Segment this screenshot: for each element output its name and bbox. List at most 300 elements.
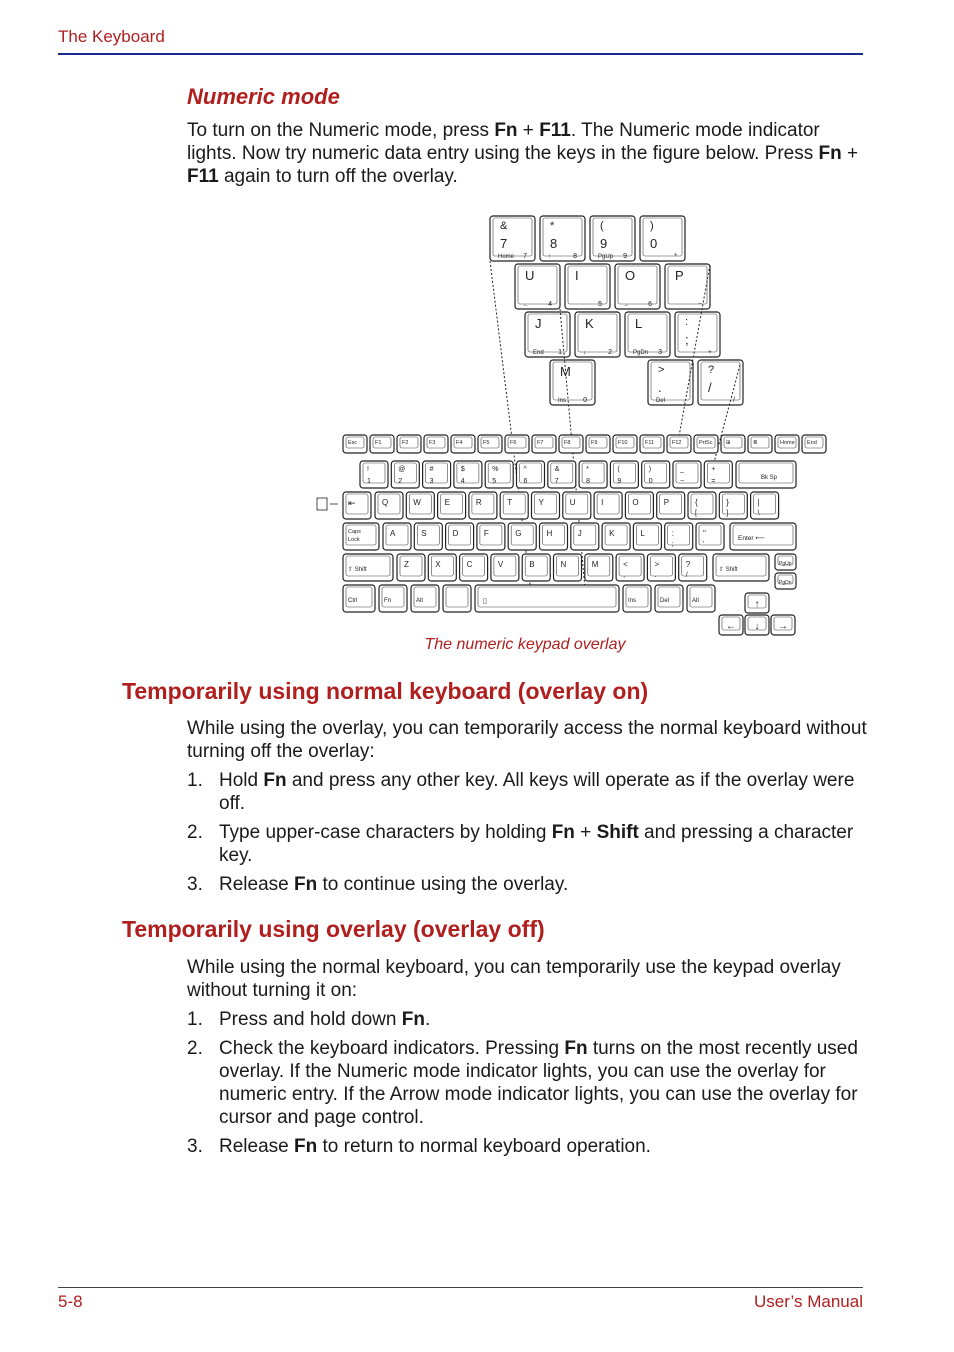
key-main-label: J: [577, 529, 582, 538]
key-main-label: 2: [398, 478, 403, 485]
overlay-key: [640, 216, 685, 261]
number-row-key: [610, 461, 638, 488]
key-label: F2: [402, 440, 409, 446]
text-run: +: [841, 143, 859, 164]
key-shift-symbol: ): [650, 220, 654, 232]
key-main-label: G: [515, 529, 522, 538]
key-label: F3: [429, 440, 436, 446]
right-shift-key: [713, 554, 769, 581]
tab-icon: ⇤: [348, 498, 356, 508]
left-shift-key: [343, 554, 393, 581]
page-down-key: [775, 573, 796, 589]
key-main-label: 6: [523, 478, 528, 485]
fn-row-key: [505, 435, 529, 453]
key-label: F10: [618, 440, 628, 446]
fn-row-key: [532, 435, 556, 453]
key-main-label: O: [625, 268, 636, 283]
key-shift-symbol: !: [367, 466, 369, 473]
key-main-label: N: [560, 560, 567, 569]
key-main-label: 0: [650, 236, 658, 251]
fn-row-key: [748, 435, 772, 453]
key-main-label: .: [654, 572, 657, 579]
letter-key: [647, 554, 675, 581]
key-main-label: 7: [554, 478, 559, 485]
key-shift-symbol: ?: [708, 364, 715, 376]
list-item: [187, 1008, 867, 1031]
key-shift-symbol: &: [554, 466, 560, 473]
number-row-key: [517, 461, 545, 488]
list-item: [187, 821, 867, 867]
key-shift-symbol: +: [711, 466, 716, 473]
fn-row-key: [721, 435, 745, 453]
key-main-label: K: [609, 529, 615, 538]
page-number: 5-8: [58, 1292, 83, 1311]
key-main-label: O: [632, 498, 639, 507]
manual-title: User’s Manual: [754, 1292, 863, 1311]
key-label: End: [807, 440, 817, 446]
key-shift-symbol: *: [550, 220, 555, 232]
key-arrow-label: ↓: [583, 350, 586, 356]
fn-row-key: [802, 435, 826, 453]
key-name: Fn: [551, 822, 575, 843]
key-numpad-label: 3: [658, 349, 662, 356]
key-shift-symbol: @: [398, 466, 406, 473]
key-arrow-label: →: [623, 302, 629, 308]
key-main-label: S: [421, 529, 427, 538]
tab-key: [343, 492, 371, 519]
numeric-mode-heading: Numeric mode: [187, 84, 340, 109]
key-shift-symbol: (: [617, 466, 620, 473]
key-numpad-label: 9: [623, 253, 627, 260]
fn-row-key: [397, 435, 421, 453]
key-main-label: 3: [429, 478, 434, 485]
key-main-label: Q: [382, 498, 389, 507]
overlay-key: [490, 216, 535, 261]
key-main-label: F: [483, 529, 489, 538]
key-main-label: Z: [404, 560, 409, 569]
fn-row-key: [586, 435, 610, 453]
key-numpad-label: 4: [548, 301, 552, 308]
number-row-key: [423, 461, 451, 488]
number-row-key: [704, 461, 732, 488]
key-main-label: ;: [671, 541, 674, 548]
key-main-label: V: [497, 560, 504, 569]
fn-row-key: [424, 435, 448, 453]
key-label: Fn: [384, 598, 392, 604]
key-main-label: 9: [600, 236, 608, 251]
fn-key: [379, 585, 407, 612]
key-main-label: −: [680, 478, 685, 485]
key-main-label: |: [757, 498, 760, 507]
key-shift-symbol: $: [460, 466, 465, 473]
key-main-label: E: [444, 498, 450, 507]
number-row-key: [673, 461, 701, 488]
figure-caption: The numeric keypad overlay: [424, 636, 626, 653]
overlay-key: [615, 264, 660, 309]
fn-row-key: [775, 435, 799, 453]
text-run: Hold: [219, 770, 264, 791]
key-label: PgUp: [779, 561, 792, 567]
key-main-label: ?: [685, 560, 691, 569]
text-run: . The Numeric mode indicator lights. Now try numeric data entry using the keys in the figure below. Press: [187, 120, 820, 164]
key-main-label: U: [525, 268, 535, 283]
footer-rule: [58, 1287, 863, 1288]
key-arrow-label: Ins: [558, 398, 567, 404]
key-label: Home: [780, 440, 795, 446]
letter-key: [397, 554, 425, 581]
key-label: PrtSc: [699, 440, 713, 446]
key-name: Fn: [564, 1038, 588, 1059]
text-run: turns on the most recently used overlay. If the Numeric mode indicator lights, you can use the overlay for numeric entry. If the Arrow mode indicator lights, you can use the overlay for cursor and page control.: [219, 1038, 858, 1128]
letter-key: [540, 523, 568, 550]
key-numpad-label: 0: [583, 397, 587, 404]
key-main-label: L: [640, 529, 645, 538]
key-name: F11: [187, 166, 219, 187]
letter-key: [696, 523, 724, 550]
numeric-mode-paragraph: [187, 119, 867, 188]
section2-intro: While using the normal keyboard, you can temporarily use the keypad overlay without turning it on:: [187, 957, 841, 1001]
key-label: F12: [672, 440, 682, 446]
key-label: F4: [456, 440, 463, 446]
key-numpad-label: 6: [648, 301, 652, 308]
key-numpad-label: 5: [598, 301, 602, 308]
space-bar: [475, 585, 619, 612]
text-run: +: [517, 120, 540, 141]
keypad-overlay-figure: [300, 205, 820, 632]
key-arrow-label: Del: [656, 398, 666, 404]
key-main-label: A: [390, 529, 396, 538]
arrow-up-key: [745, 593, 769, 613]
key-arrow-label: Home: [498, 254, 515, 260]
letter-key: [438, 492, 466, 519]
key-label: Bk Sp: [761, 475, 778, 481]
key-shift-symbol: (: [600, 220, 604, 232]
arrow-down-key: [745, 615, 769, 635]
key-shift-symbol: :: [685, 316, 689, 328]
key-arrow-label: ↑: [548, 254, 551, 260]
section2-steps: [187, 1008, 867, 1164]
letter-key: [751, 492, 779, 519]
text-run: Check the keyboard indicators. Pressing: [219, 1038, 565, 1059]
key-label: F1: [375, 440, 382, 446]
caps-lock-key: [343, 523, 379, 550]
letter-key: [477, 523, 505, 550]
letter-key: [522, 554, 550, 581]
arrow-icon: ←: [726, 621, 736, 632]
list-number: 3.: [187, 874, 203, 895]
numeric-indicator-icon: [317, 498, 327, 510]
key-label: F9: [591, 440, 598, 446]
fn-row-key: [613, 435, 637, 453]
arrow-right-key: [771, 615, 795, 635]
overlay-key: [540, 216, 585, 261]
list-item: [187, 769, 867, 815]
letter-key: [657, 492, 685, 519]
letter-key: [446, 523, 474, 550]
letter-key: [719, 492, 747, 519]
list-item: [187, 1037, 867, 1129]
key-main-label: R: [475, 498, 482, 507]
key-label: Alt: [416, 598, 424, 604]
text-run: Release: [219, 874, 294, 895]
number-row-key: [642, 461, 670, 488]
key-numpad-label: .: [683, 397, 685, 404]
fn-row-key: [559, 435, 583, 453]
key-numpad-label: /: [733, 397, 735, 404]
key-main-label: /: [708, 380, 712, 395]
letter-key: [375, 492, 403, 519]
key-main-label: ': [703, 541, 705, 548]
key-main-label: C: [466, 560, 473, 569]
key-label: Caps: [348, 529, 361, 535]
letter-key: [665, 523, 693, 550]
running-header: The Keyboard: [58, 27, 165, 46]
key-name: Fn: [263, 770, 287, 791]
text-run: To turn on the Numeric mode, press: [187, 120, 495, 141]
overlay-key: [565, 264, 610, 309]
key-main-label: M: [560, 364, 571, 379]
fn-row-key: [694, 435, 718, 453]
key-label: F7: [537, 440, 544, 446]
list-number: 2.: [187, 822, 203, 843]
fn-row-key: [370, 435, 394, 453]
overlay-key: [698, 360, 743, 405]
key-label: Del: [660, 598, 670, 604]
key-shift-symbol: &: [500, 220, 508, 232]
key-main-label: J: [535, 316, 542, 331]
key-main-label: ]: [726, 510, 729, 517]
section2-heading: Temporarily using overlay (overlay off): [122, 916, 545, 942]
letter-key: [469, 492, 497, 519]
key-main-label: 5: [492, 478, 497, 485]
list-item: [187, 873, 867, 896]
key-name: Fn: [294, 1136, 318, 1157]
key-shift-symbol: *: [586, 466, 589, 473]
overlay-key: [515, 264, 560, 309]
fn-row-key: [667, 435, 691, 453]
text-run: Release: [219, 1136, 294, 1157]
key-label: Esc: [348, 440, 358, 446]
section1-intro: While using the overlay, you can temporarily access the normal keyboard without turning off the overlay:: [187, 718, 867, 762]
list-number: 1.: [187, 770, 203, 791]
key-main-label: }: [726, 498, 729, 507]
key-numpad-label: −: [697, 301, 702, 308]
key-main-label: L: [635, 316, 643, 331]
key-main-label: P: [663, 498, 670, 507]
key-arrow-label: PgDn: [633, 350, 649, 356]
key-numpad-label: +: [707, 349, 712, 356]
key-label: Alt: [692, 598, 700, 604]
text-run: and pressing a character key.: [219, 822, 854, 866]
number-row-key: [360, 461, 388, 488]
key-main-label: ;: [685, 332, 689, 347]
letter-key: [500, 492, 528, 519]
key-shift-symbol: #: [429, 466, 434, 473]
key-main-label: 4: [460, 478, 465, 485]
text-run: Type upper-case characters by holding: [219, 822, 552, 843]
key-name: Fn: [294, 874, 318, 895]
backspace-key: [736, 461, 796, 488]
key-shift-symbol: ): [648, 466, 652, 473]
key-label: Enter ⟵: [738, 535, 765, 542]
key-main-label: K: [585, 316, 594, 331]
key-label: Ins: [628, 598, 637, 604]
letter-key: [508, 523, 536, 550]
key-main-label: W: [413, 498, 421, 507]
fn-row-key: [478, 435, 502, 453]
letter-key: [491, 554, 519, 581]
key-label: F6: [510, 440, 517, 446]
text-run: .: [424, 1009, 431, 1030]
list-item: [187, 1135, 867, 1158]
key-main-label: B: [529, 560, 535, 569]
text-run: to continue using the overlay.: [317, 874, 569, 895]
key-main-label: U: [569, 498, 576, 507]
section1-steps: [187, 769, 867, 902]
header-rule: [58, 53, 863, 55]
key-numpad-label: 2: [608, 349, 612, 356]
key-shift-symbol: %: [492, 466, 499, 473]
list-number: 3.: [187, 1136, 203, 1157]
key-numpad-label: 1: [558, 349, 562, 356]
key-main-label: ": [703, 529, 706, 538]
letter-key: [460, 554, 488, 581]
number-row-key: [579, 461, 607, 488]
text-run: and press any other key. All keys will operate as if the overlay were off.: [219, 770, 855, 814]
key-arrow-label: PgUp: [598, 254, 614, 260]
keyboard-diagram: [300, 205, 820, 632]
number-row-key: [548, 461, 576, 488]
overlay-key: [550, 360, 595, 405]
ctrl-key: [343, 585, 375, 612]
key-main-label: X: [435, 560, 441, 569]
key-main-label: H: [546, 529, 553, 538]
key-main-label: [: [695, 510, 697, 517]
key-main-label: {: [695, 498, 698, 507]
number-row-key: [391, 461, 419, 488]
overlay-key: [575, 312, 620, 357]
key-label: ⊞: [726, 440, 731, 446]
key-label: F11: [645, 440, 655, 446]
enter-key: [730, 523, 796, 550]
arrow-up-icon: ↑: [754, 599, 760, 610]
key-main-label: 9: [617, 478, 622, 485]
key-shift-symbol: _: [680, 466, 684, 473]
key-label: Lock: [348, 537, 360, 543]
letter-key: [688, 492, 716, 519]
fn-row-key: [451, 435, 475, 453]
key-label: ≣: [753, 440, 758, 446]
letter-key: [383, 523, 411, 550]
overlay-key: [675, 312, 720, 357]
overlay-key: [590, 216, 635, 261]
key-name: Fn: [818, 143, 842, 164]
key-main-label: 7: [500, 236, 508, 251]
letter-key: [594, 492, 622, 519]
arrow-left-key: [719, 615, 743, 635]
key-label: ⇧ Shift: [719, 567, 738, 573]
list-number: 1.: [187, 1009, 203, 1030]
right-alt-key: [687, 585, 715, 612]
key-main-label: 1: [367, 478, 371, 485]
key-name: Fn: [401, 1009, 425, 1030]
key-main-label: /: [685, 572, 688, 579]
letter-key: [679, 554, 707, 581]
letter-key: [625, 492, 653, 519]
key-name: F11: [539, 120, 571, 141]
key-main-label: 0: [648, 478, 653, 485]
key-main-label: 8: [550, 236, 558, 251]
number-row-key: [485, 461, 513, 488]
page-up-key: [775, 554, 796, 570]
key-main-label: \: [757, 510, 760, 517]
list-number: 2.: [187, 1038, 203, 1059]
key-main-label: T: [507, 498, 513, 507]
key-shift-symbol: ^: [523, 466, 527, 473]
key-shift-symbol: >: [658, 364, 665, 376]
fn-row-key: [343, 435, 367, 453]
key-main-label: 8: [586, 478, 591, 485]
insert-key: [623, 585, 651, 612]
arrow-icon: →: [778, 621, 788, 632]
key-main-label: >: [654, 560, 660, 569]
key-numpad-label: 7: [523, 253, 527, 260]
key-main-label: I: [601, 498, 604, 507]
text-run: +: [574, 822, 597, 843]
key-main-label: M: [591, 560, 599, 569]
key-arrow-label: End: [533, 350, 544, 356]
key-main-label: .: [658, 380, 662, 395]
key-numpad-label: *: [674, 253, 677, 260]
letter-key: [585, 554, 613, 581]
key-main-label: ,: [623, 572, 626, 579]
space-icon: ▯: [483, 598, 487, 605]
alt-key: [411, 585, 439, 612]
section1-heading: Temporarily using normal keyboard (overlay on): [122, 678, 649, 704]
text-run: to return to normal keyboard operation.: [317, 1136, 651, 1157]
letter-key: [532, 492, 560, 519]
key-label: Ctrl: [348, 598, 358, 604]
letter-key: [406, 492, 434, 519]
key-main-label: I: [575, 268, 579, 283]
key-label: F5: [483, 440, 490, 446]
key-name: Fn: [494, 120, 518, 141]
key-name: Shift: [596, 822, 639, 843]
text-run: Press and hold down: [219, 1009, 402, 1030]
letter-key: [414, 523, 442, 550]
key-main-label: :: [671, 529, 674, 538]
delete-key: [655, 585, 683, 612]
number-row-key: [454, 461, 482, 488]
arrow-icon: ↓: [754, 621, 760, 632]
accent-key: [443, 585, 471, 612]
letter-key: [602, 523, 630, 550]
letter-key: [554, 554, 582, 581]
letter-key: [616, 554, 644, 581]
key-main-label: D: [452, 529, 459, 538]
overlay-key: [648, 360, 693, 405]
key-label: F8: [564, 440, 571, 446]
key-label: ⇧ Shift: [348, 567, 367, 573]
text-run: again to turn off the overlay.: [218, 166, 458, 187]
letter-key: [633, 523, 661, 550]
fn-row-key: [640, 435, 664, 453]
key-label: PgDn: [779, 580, 792, 586]
letter-key: [428, 554, 456, 581]
key-main-label: P: [675, 268, 684, 283]
key-numpad-label: 8: [573, 253, 577, 260]
letter-key: [563, 492, 591, 519]
